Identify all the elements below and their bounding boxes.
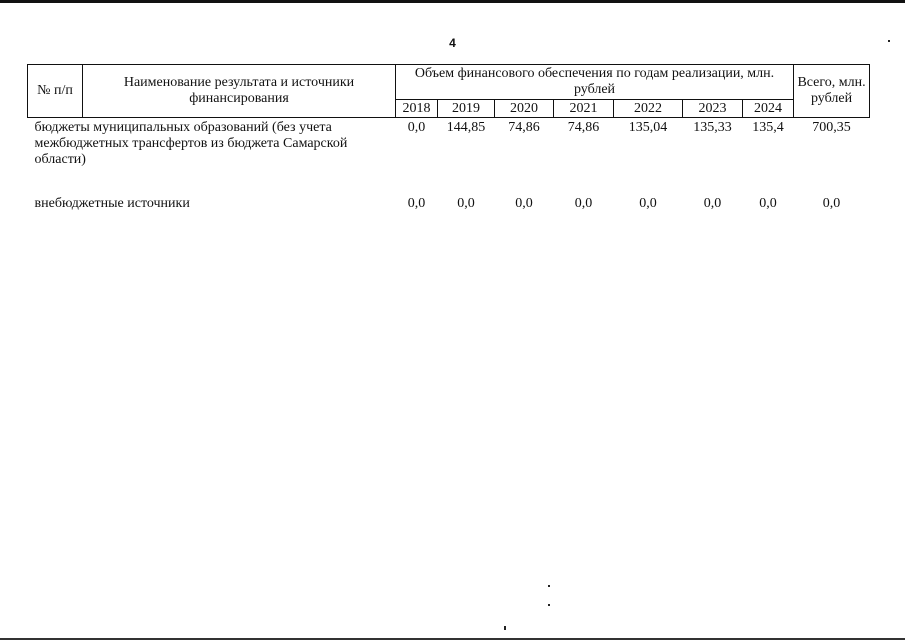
financing-table [27, 64, 870, 212]
row-source-name: внебюджетные источники [34, 196, 190, 211]
cell-value: 0,0 [457, 196, 475, 211]
table-row [28, 118, 870, 195]
cell-total: 0,0 [822, 196, 841, 211]
cell-value: 135,4 [752, 120, 784, 135]
header-number: № п/п [28, 65, 83, 118]
top-scan-border [0, 0, 905, 3]
cell-value: 74,86 [508, 120, 540, 135]
cell-value: 0,0 [407, 120, 426, 135]
header-year: 2024 [743, 100, 794, 118]
cell-value: 0,0 [407, 196, 426, 211]
header-year: 2019 [438, 100, 495, 118]
header-name: Наименование результата и источники финансирования [83, 65, 396, 118]
header-year: 2021 [554, 100, 614, 118]
page-number: 4 [449, 36, 456, 50]
cell-value: 0,0 [515, 196, 533, 211]
scan-speck [888, 40, 890, 42]
cell-value: 144,85 [446, 120, 486, 135]
header-year: 2018 [396, 100, 438, 118]
cell-value: 0,0 [574, 196, 593, 211]
cell-value: 0,0 [703, 196, 722, 211]
cell-value: 135,33 [693, 120, 732, 135]
header-year: 2022 [614, 100, 683, 118]
cell-value: 74,86 [567, 120, 600, 135]
header-year: 2020 [495, 100, 554, 118]
row-source-name: бюджеты муниципальных образований (без учета межбюджетных трансфертов из бюджета Самарской области) [34, 120, 348, 167]
scan-speck [504, 626, 506, 630]
cell-total: 700,35 [812, 120, 851, 135]
cell-value: 0,0 [639, 196, 657, 211]
header-volume: Объем финансового обеспечения по годам реализации, млн. рублей [396, 65, 794, 100]
table-row [28, 194, 870, 212]
scan-speck [548, 585, 550, 587]
scan-speck [548, 604, 550, 606]
cell-value: 0,0 [759, 196, 777, 211]
cell-value: 135,04 [628, 120, 668, 135]
header-year: 2023 [683, 100, 743, 118]
header-total: Всего, млн. рублей [794, 65, 870, 118]
